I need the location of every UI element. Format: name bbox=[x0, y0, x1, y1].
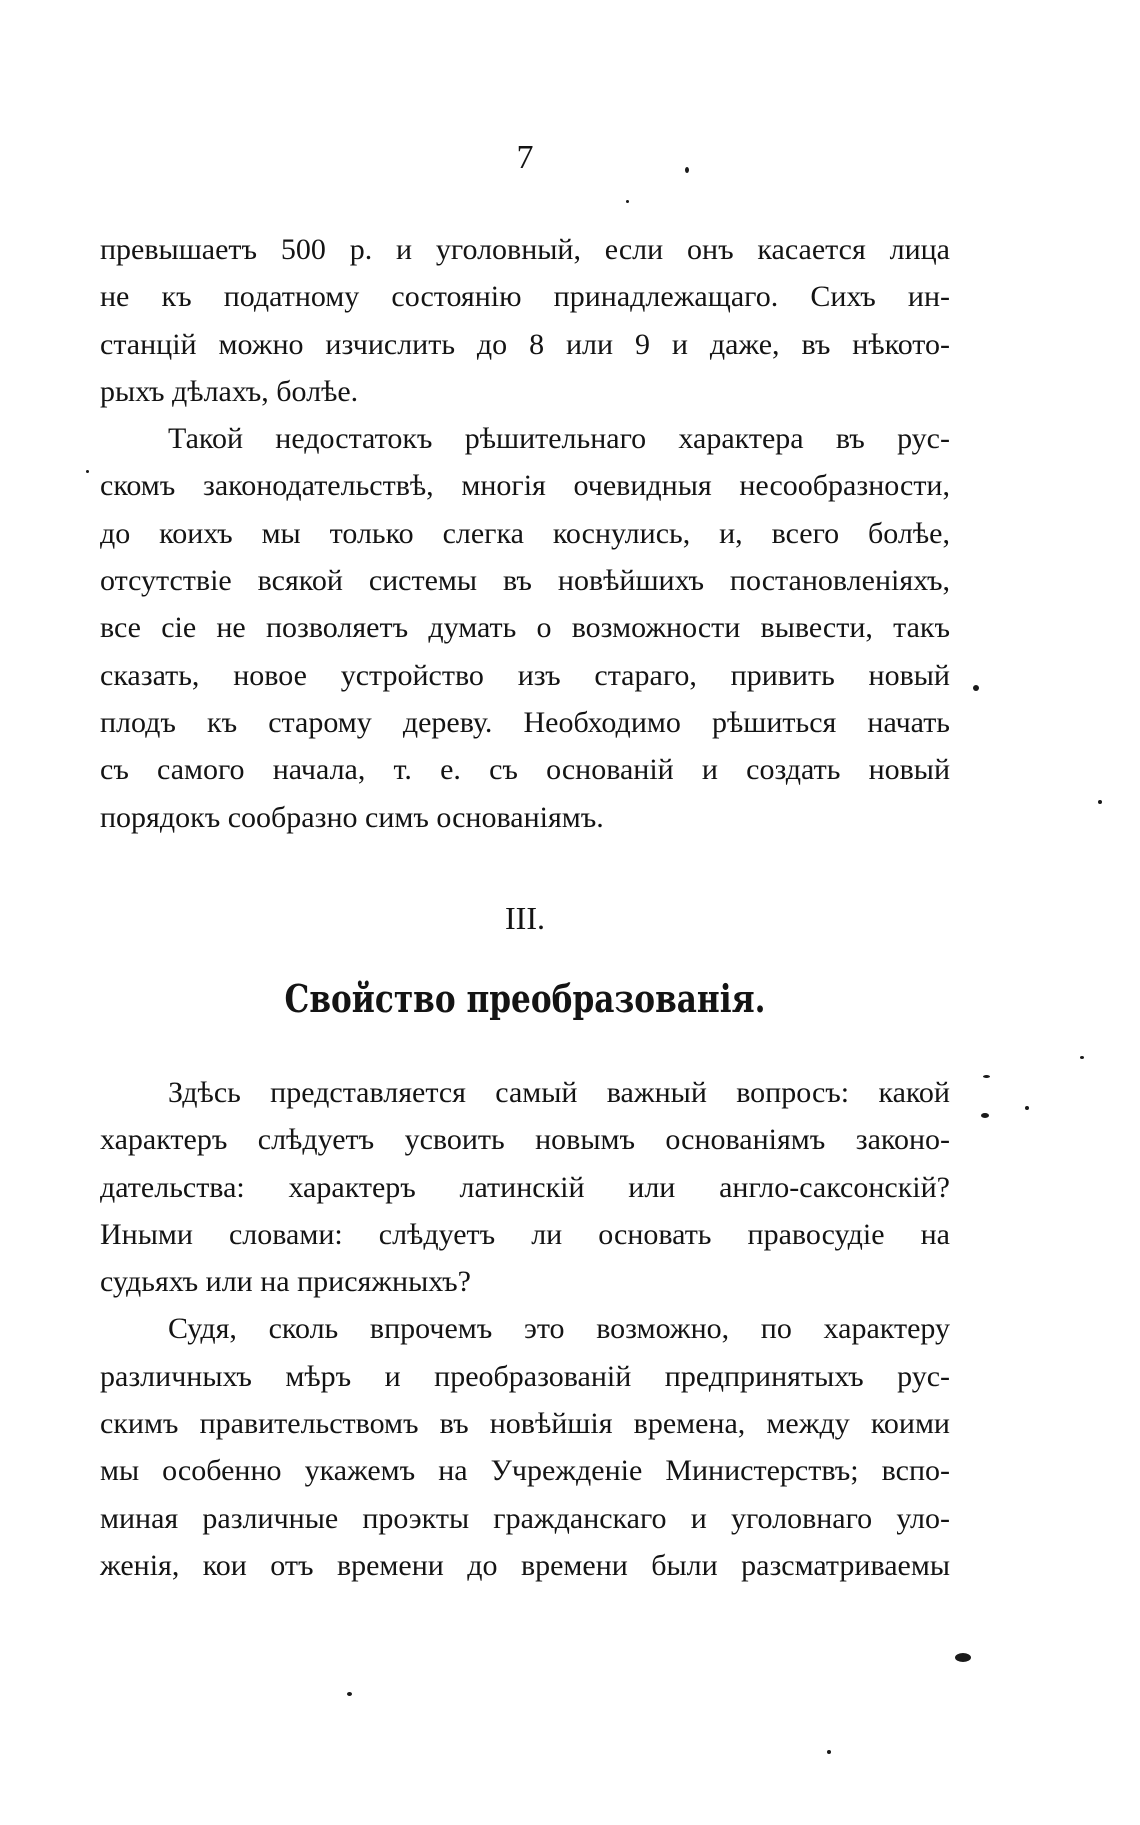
section-title: Свойство преобразованія. bbox=[284, 976, 766, 1021]
text-line: Судя, сколь впрочемъ это возможно, по характеру bbox=[168, 1312, 950, 1346]
text-block-after-section bbox=[100, 1069, 950, 1589]
print-speck bbox=[955, 1653, 971, 1662]
print-speck bbox=[347, 1692, 352, 1696]
text-line: Здѣсь представляется самый важный вопросъ: какой bbox=[168, 1076, 950, 1109]
paragraph bbox=[100, 415, 950, 841]
text-line: плодъ къ старому дереву. Необходимо рѣшиться начать bbox=[100, 705, 950, 739]
print-speck bbox=[1098, 800, 1102, 804]
text-block-before-section bbox=[100, 226, 950, 841]
print-speck bbox=[685, 167, 689, 173]
text-line: превышаетъ 500 р. и уголовный, если онъ касается лица bbox=[100, 233, 950, 266]
text-line: миная различные проэкты гражданскаго и уголовнаго уло- bbox=[100, 1501, 950, 1535]
text-line: женія, кои отъ времени до времени были разсматриваемы bbox=[100, 1548, 950, 1582]
text-line: станцій можно изчислить до 8 или 9 и даже, въ нѣкото- bbox=[100, 327, 950, 361]
print-speck bbox=[1080, 1056, 1084, 1059]
text-line: дательства: характеръ латинскій или англо-саксонскій? bbox=[100, 1170, 950, 1204]
text-line: не къ податному состоянію принадлежащаго. Сихъ ин- bbox=[100, 280, 950, 314]
print-speck bbox=[1025, 1106, 1029, 1110]
text-line: рыхъ дѣлахъ, болѣе. bbox=[100, 374, 359, 408]
text-line: судьяхъ или на присяжныхъ? bbox=[100, 1265, 471, 1299]
text-line: до коихъ мы только слегка коснулись, и, всего болѣе, bbox=[100, 516, 950, 550]
print-speck bbox=[827, 1750, 831, 1754]
print-speck bbox=[973, 685, 979, 691]
text-line: порядокъ сообразно симъ основаніямъ. bbox=[100, 800, 604, 834]
text-line: мы особенно укажемъ на Учрежденіе Министерствъ; вспо- bbox=[100, 1454, 950, 1488]
page-number: 7 bbox=[516, 139, 534, 176]
text-line: различныхъ мѣръ и преобразованій предпринятыхъ рус- bbox=[100, 1359, 950, 1393]
text-line: все сіе не позволяетъ думать о возможности вывести, такъ bbox=[100, 611, 950, 645]
paragraph bbox=[100, 1305, 950, 1589]
text-line: сказать, новое устройство изъ стараго, привить новый bbox=[100, 658, 950, 692]
print-speck bbox=[86, 470, 89, 473]
text-line: съ самого начала, т. е. съ основаній и создать новый bbox=[100, 753, 950, 787]
print-speck bbox=[626, 200, 629, 203]
text-line: отсутствіе всякой системы въ новѣйшихъ постановленіяхъ, bbox=[100, 564, 950, 598]
text-line: Такой недостатокъ рѣшительнаго характера въ рус- bbox=[168, 422, 950, 456]
print-speck bbox=[981, 1113, 989, 1118]
text-line: Иными словами: слѣдуетъ ли основать правосудіе на bbox=[100, 1217, 950, 1251]
print-speck bbox=[983, 1075, 990, 1078]
text-line: скимъ правительствомъ въ новѣйшія времена, между коими bbox=[100, 1407, 950, 1441]
paragraph bbox=[100, 226, 950, 415]
text-line: характеръ слѣдуетъ усвоить новымъ основаніямъ законо- bbox=[100, 1123, 950, 1157]
text-line: скомъ законодательствѣ, многія очевидныя несообразности, bbox=[100, 469, 950, 503]
paragraph bbox=[100, 1069, 950, 1305]
section-number: III. bbox=[505, 900, 545, 936]
